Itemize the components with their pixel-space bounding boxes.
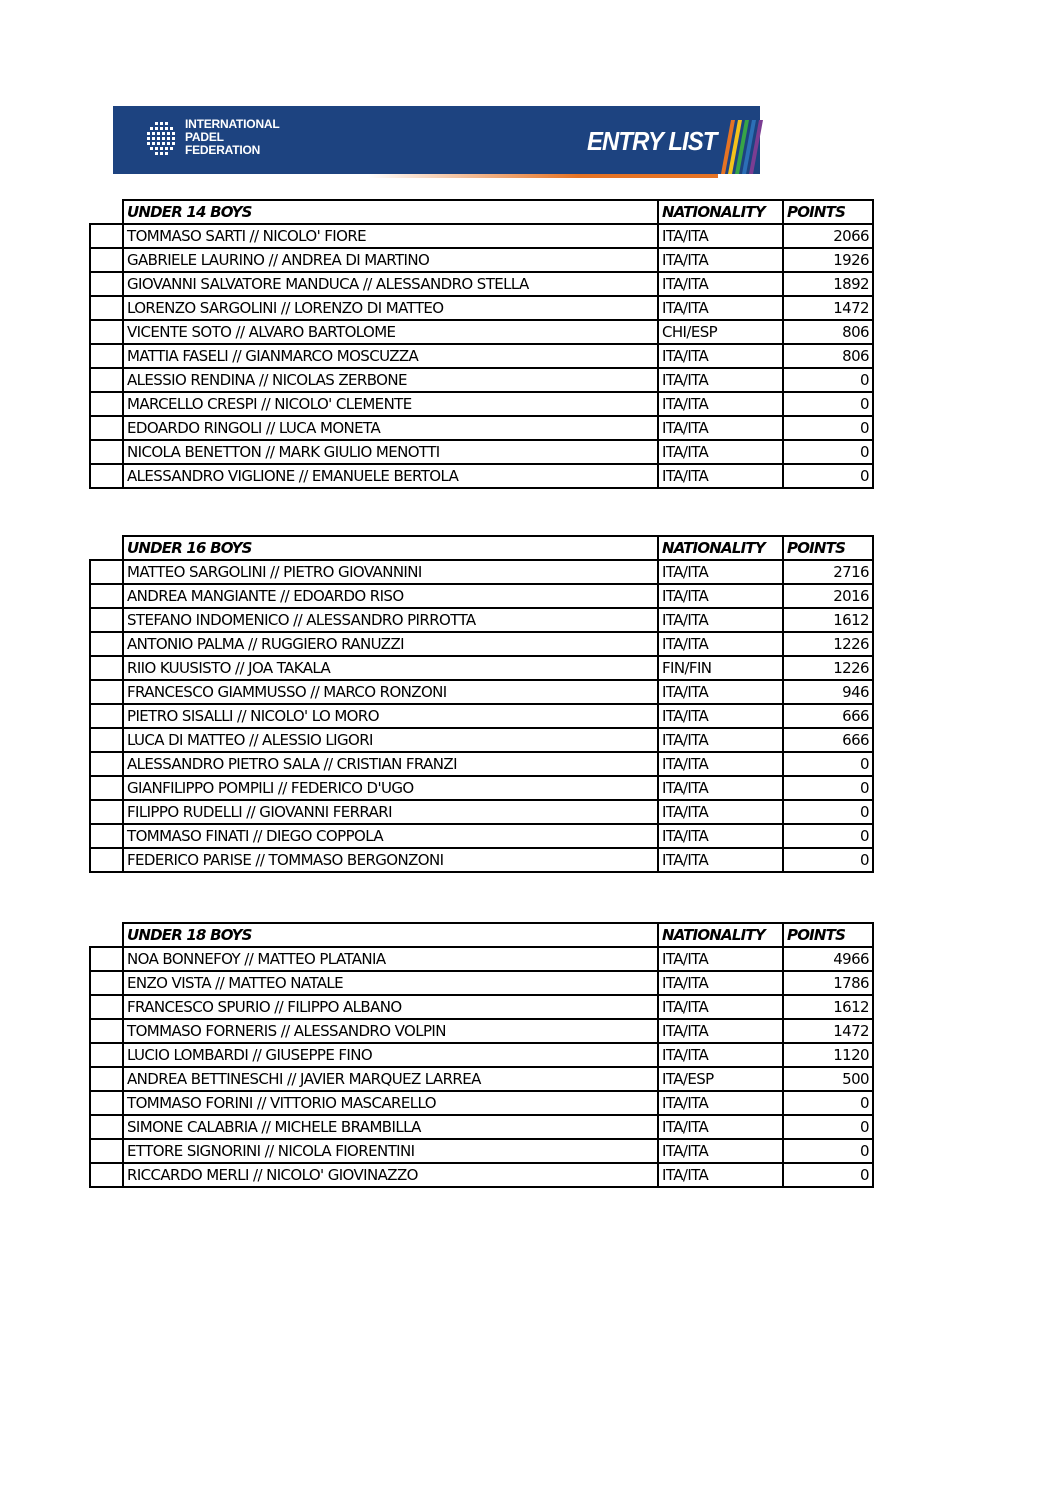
table-row [90,656,873,680]
page-title: ENTRY LIST [587,126,717,156]
points-cell: 666 [783,704,873,728]
pair-cell: PIETRO SISALLI // NICOLO' LO MORO [123,704,658,728]
table-row [90,947,873,971]
points-cell: 0 [783,800,873,824]
pair-cell: TOMMASO FINATI // DIEGO COPPOLA [123,824,658,848]
pair-cell: FILIPPO RUDELLI // GIOVANNI FERRARI [123,800,658,824]
points-header: POINTS [783,923,873,947]
table-row [90,560,873,584]
points-cell: 2716 [783,560,873,584]
nationality-cell: ITA/ITA [658,224,783,248]
points-cell: 2066 [783,224,873,248]
row-index-cell [90,680,123,704]
nationality-cell: ITA/ITA [658,464,783,488]
row-index-cell [90,560,123,584]
table-row [90,392,873,416]
table-row [90,584,873,608]
pair-cell: LORENZO SARGOLINI // LORENZO DI MATTEO [123,296,658,320]
row-index-cell [90,464,123,488]
nationality-cell: ITA/ITA [658,728,783,752]
row-index-cell [90,584,123,608]
row-index-cell [90,296,123,320]
pair-cell: MARCELLO CRESPI // NICOLO' CLEMENTE [123,392,658,416]
nationality-cell: FIN/FIN [658,656,783,680]
nationality-cell: ITA/ITA [658,632,783,656]
points-cell: 946 [783,680,873,704]
row-index-cell [90,752,123,776]
table-row [90,416,873,440]
points-cell: 1472 [783,1019,873,1043]
row-index-cell [90,1019,123,1043]
color-stripes-icon [713,120,763,174]
nationality-cell: ITA/ITA [658,560,783,584]
nationality-cell: ITA/ITA [658,608,783,632]
nationality-cell: ITA/ITA [658,1091,783,1115]
pair-cell: ANDREA BETTINESCHI // JAVIER MARQUEZ LARREA [123,1067,658,1091]
points-cell: 666 [783,728,873,752]
row-index-cell [90,971,123,995]
pair-cell: GABRIELE LAURINO // ANDREA DI MARTINO [123,248,658,272]
nationality-cell: ITA/ITA [658,704,783,728]
points-cell: 1612 [783,608,873,632]
points-cell: 0 [783,368,873,392]
row-index-cell [90,392,123,416]
table-row [90,971,873,995]
points-cell: 1472 [783,296,873,320]
pair-cell: STEFANO INDOMENICO // ALESSANDRO PIRROTTA [123,608,658,632]
pair-cell: ALESSIO RENDINA // NICOLAS ZERBONE [123,368,658,392]
row-index-cell [90,1091,123,1115]
table-row [90,464,873,488]
nationality-cell: ITA/ITA [658,995,783,1019]
pair-cell: ALESSANDRO VIGLIONE // EMANUELE BERTOLA [123,464,658,488]
row-index-cell [90,824,123,848]
table-row [90,728,873,752]
nationality-cell: ITA/ITA [658,416,783,440]
row-index-cell [90,440,123,464]
nationality-cell: ITA/ITA [658,848,783,872]
table-row [90,776,873,800]
nationality-cell: ITA/ITA [658,584,783,608]
pair-cell: TOMMASO FORINI // VITTORIO MASCARELLO [123,1091,658,1115]
nationality-header: NATIONALITY [658,200,783,224]
row-index-cell [90,704,123,728]
table-row [90,1139,873,1163]
pair-cell: FRANCESCO GIAMMUSSO // MARCO RONZONI [123,680,658,704]
globe-logo-icon [141,118,185,162]
points-header: POINTS [783,536,873,560]
row-index-cell [90,947,123,971]
points-cell: 0 [783,824,873,848]
table-row [90,224,873,248]
row-index-cell [90,848,123,872]
table-row [90,320,873,344]
table-row [90,368,873,392]
pair-cell: SIMONE CALABRIA // MICHELE BRAMBILLA [123,1115,658,1139]
nationality-cell: ITA/ITA [658,947,783,971]
table-row [90,752,873,776]
pair-cell: FEDERICO PARISE // TOMMASO BERGONZONI [123,848,658,872]
pair-cell: RIIO KUUSISTO // JOA TAKALA [123,656,658,680]
nationality-cell: ITA/ITA [658,1043,783,1067]
category-title: UNDER 18 BOYS [123,923,658,947]
points-cell: 806 [783,344,873,368]
nationality-cell: ITA/ITA [658,296,783,320]
federation-line-1: INTERNATIONAL [185,117,280,131]
points-cell: 1226 [783,656,873,680]
table-row [90,632,873,656]
points-cell: 0 [783,440,873,464]
pair-cell: TOMMASO SARTI // NICOLO' FIORE [123,224,658,248]
nationality-cell: ITA/ITA [658,800,783,824]
table-header-row [90,536,873,560]
table-row [90,296,873,320]
points-cell: 1120 [783,1043,873,1067]
row-index-cell [90,224,123,248]
pair-cell: ANTONIO PALMA // RUGGIERO RANUZZI [123,632,658,656]
nationality-cell: ITA/ITA [658,248,783,272]
points-cell: 2016 [783,584,873,608]
federation-name [185,118,325,157]
table-row [90,680,873,704]
points-cell: 1926 [783,248,873,272]
row-index-cell [90,1163,123,1187]
row-index-cell [90,608,123,632]
points-cell: 0 [783,752,873,776]
entry-table-under-14 [89,199,874,489]
nationality-cell: ITA/ITA [658,971,783,995]
row-index-cell [90,344,123,368]
pair-cell: FRANCESCO SPURIO // FILIPPO ALBANO [123,995,658,1019]
table-row [90,848,873,872]
points-cell: 0 [783,776,873,800]
nationality-cell: ITA/ITA [658,392,783,416]
row-index-cell [90,248,123,272]
points-cell: 0 [783,392,873,416]
points-cell: 4966 [783,947,873,971]
row-index-cell [90,632,123,656]
pair-cell: EDOARDO RINGOLI // LUCA MONETA [123,416,658,440]
points-cell: 500 [783,1067,873,1091]
row-index-cell [90,368,123,392]
points-cell: 0 [783,1115,873,1139]
table-row [90,1067,873,1091]
table-row [90,608,873,632]
category-title: UNDER 16 BOYS [123,536,658,560]
row-index-cell [90,656,123,680]
table-row [90,800,873,824]
pair-cell: MATTEO SARGOLINI // PIETRO GIOVANNINI [123,560,658,584]
points-cell: 1612 [783,995,873,1019]
table-row [90,344,873,368]
row-index-cell [90,1115,123,1139]
table-row [90,272,873,296]
points-header: POINTS [783,200,873,224]
points-cell: 1226 [783,632,873,656]
pair-cell: VICENTE SOTO // ALVARO BARTOLOME [123,320,658,344]
row-index-cell [90,776,123,800]
row-index-cell [90,1043,123,1067]
banner-accent-line [368,174,718,178]
nationality-cell: ITA/ESP [658,1067,783,1091]
table-row [90,824,873,848]
nationality-cell: ITA/ITA [658,272,783,296]
row-index-cell [90,1067,123,1091]
pair-cell: NICOLA BENETTON // MARK GIULIO MENOTTI [123,440,658,464]
row-index-cell [90,320,123,344]
pair-cell: TOMMASO FORNERIS // ALESSANDRO VOLPIN [123,1019,658,1043]
pair-cell: LUCIO LOMBARDI // GIUSEPPE FINO [123,1043,658,1067]
nationality-cell: ITA/ITA [658,1019,783,1043]
points-cell: 0 [783,1091,873,1115]
table-header-row [90,923,873,947]
federation-line-3: FEDERATION [185,143,261,157]
entry-table-under-18 [89,922,874,1188]
pair-cell: GIANFILIPPO POMPILI // FEDERICO D'UGO [123,776,658,800]
row-index-cell [90,416,123,440]
table-row [90,1163,873,1187]
table-row [90,1091,873,1115]
pair-cell: MATTIA FASELI // GIANMARCO MOSCUZZA [123,344,658,368]
points-cell: 806 [783,320,873,344]
row-index-cell [90,1139,123,1163]
table-row [90,1115,873,1139]
table-row [90,704,873,728]
points-cell: 0 [783,848,873,872]
nationality-header: NATIONALITY [658,536,783,560]
row-index-cell [90,995,123,1019]
pair-cell: NOA BONNEFOY // MATTEO PLATANIA [123,947,658,971]
table-row [90,1043,873,1067]
pair-cell: ANDREA MANGIANTE // EDOARDO RISO [123,584,658,608]
row-index-cell [90,728,123,752]
points-cell: 1892 [783,272,873,296]
nationality-cell: ITA/ITA [658,368,783,392]
nationality-cell: ITA/ITA [658,1115,783,1139]
pair-cell: GIOVANNI SALVATORE MANDUCA // ALESSANDRO STELLA [123,272,658,296]
pair-cell: LUCA DI MATTEO // ALESSIO LIGORI [123,728,658,752]
table-header-row [90,200,873,224]
points-cell: 1786 [783,971,873,995]
header-banner [113,96,763,184]
nationality-cell: ITA/ITA [658,344,783,368]
category-title: UNDER 14 BOYS [123,200,658,224]
points-cell: 0 [783,464,873,488]
points-cell: 0 [783,416,873,440]
table-row [90,248,873,272]
pair-cell: RICCARDO MERLI // NICOLO' GIOVINAZZO [123,1163,658,1187]
pair-cell: ENZO VISTA // MATTEO NATALE [123,971,658,995]
table-row [90,440,873,464]
nationality-cell: ITA/ITA [658,1139,783,1163]
nationality-header: NATIONALITY [658,923,783,947]
federation-line-2: PADEL [185,130,224,144]
nationality-cell: ITA/ITA [658,440,783,464]
nationality-cell: ITA/ITA [658,752,783,776]
pair-cell: ALESSANDRO PIETRO SALA // CRISTIAN FRANZI [123,752,658,776]
pair-cell: ETTORE SIGNORINI // NICOLA FIORENTINI [123,1139,658,1163]
nationality-cell: CHI/ESP [658,320,783,344]
points-cell: 0 [783,1139,873,1163]
nationality-cell: ITA/ITA [658,824,783,848]
row-index-cell [90,272,123,296]
row-index-cell [90,800,123,824]
nationality-cell: ITA/ITA [658,776,783,800]
nationality-cell: ITA/ITA [658,1163,783,1187]
table-row [90,1019,873,1043]
nationality-cell: ITA/ITA [658,680,783,704]
points-cell: 0 [783,1163,873,1187]
entry-table-under-16 [89,535,874,873]
table-row [90,995,873,1019]
